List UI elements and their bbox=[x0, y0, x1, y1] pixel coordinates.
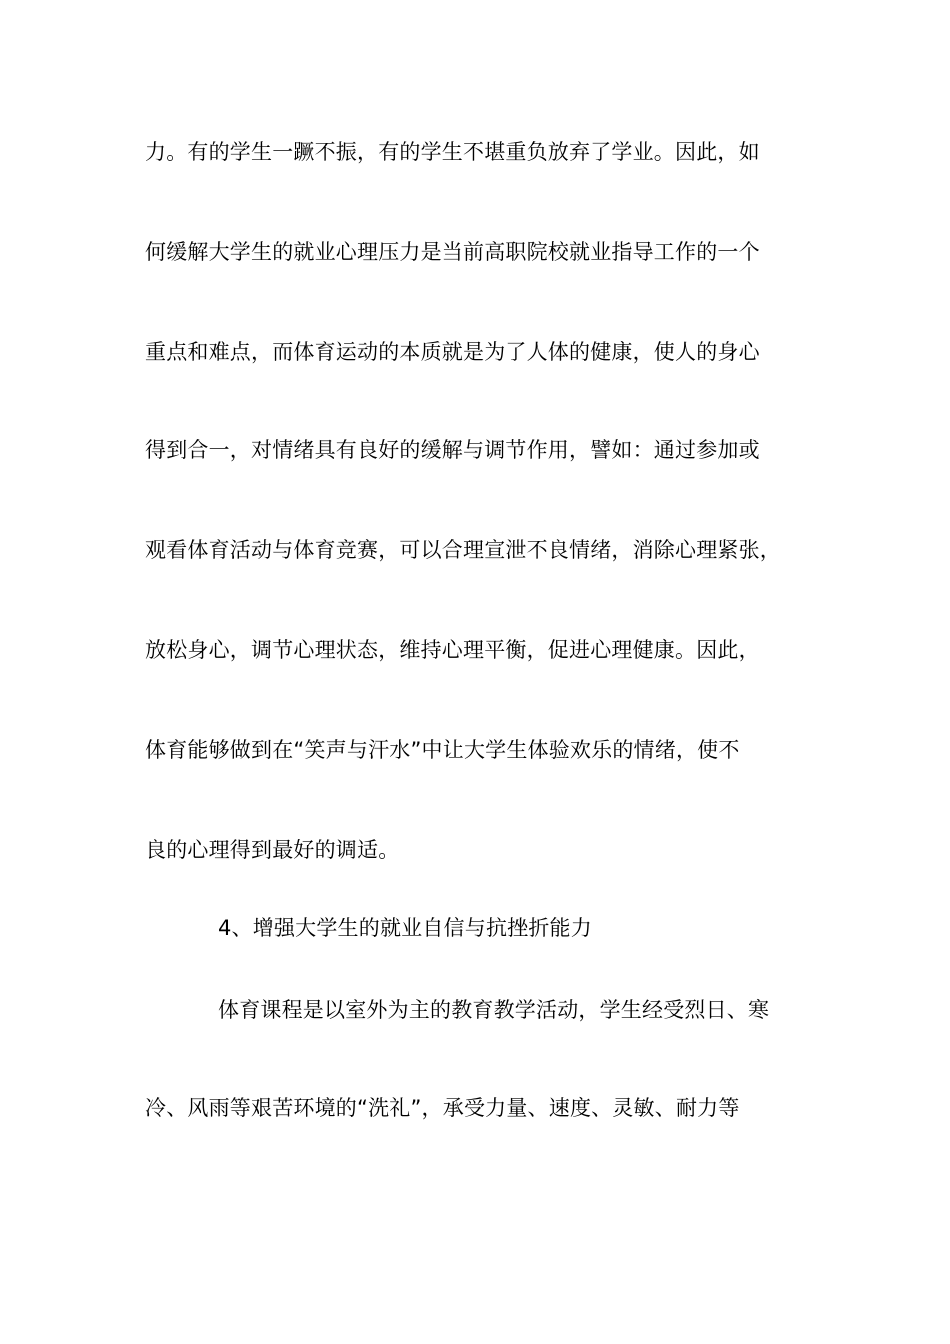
text-line-8: 良的心理得到最好的调适。 bbox=[145, 838, 400, 862]
text-line-4: 得到合一，对情绪具有良好的缓解与调节作用，譬如：通过参加或 bbox=[145, 438, 760, 462]
paragraph-line-1: 体育课程是以室外为主的教育教学活动，学生经受烈日、寒 bbox=[218, 998, 770, 1022]
text-line-1: 力。有的学生一蹶不振，有的学生不堪重负放弃了学业。因此，如 bbox=[145, 140, 760, 164]
text-line-5: 观看体育活动与体育竞赛，可以合理宣泄不良情绪，消除心理紧张， bbox=[145, 538, 781, 562]
text-line-7: 体育能够做到在“笑声与汗水”中让大学生体验欢乐的情绪，使不 bbox=[145, 738, 740, 762]
text-line-6: 放松身心，调节心理状态，维持心理平衡，促进心理健康。因此， bbox=[145, 638, 760, 662]
text-line-3: 重点和难点，而体育运动的本质就是为了人体的健康，使人的身心 bbox=[145, 340, 760, 364]
text-line-2: 何缓解大学生的就业心理压力是当前高职院校就业指导工作的一个 bbox=[145, 240, 760, 264]
paragraph-line-2: 冷、风雨等艰苦环境的“洗礼”，承受力量、速度、灵敏、耐力等 bbox=[145, 1096, 740, 1120]
section-heading: 4、增强大学生的就业自信与抗挫折能力 bbox=[218, 916, 592, 940]
